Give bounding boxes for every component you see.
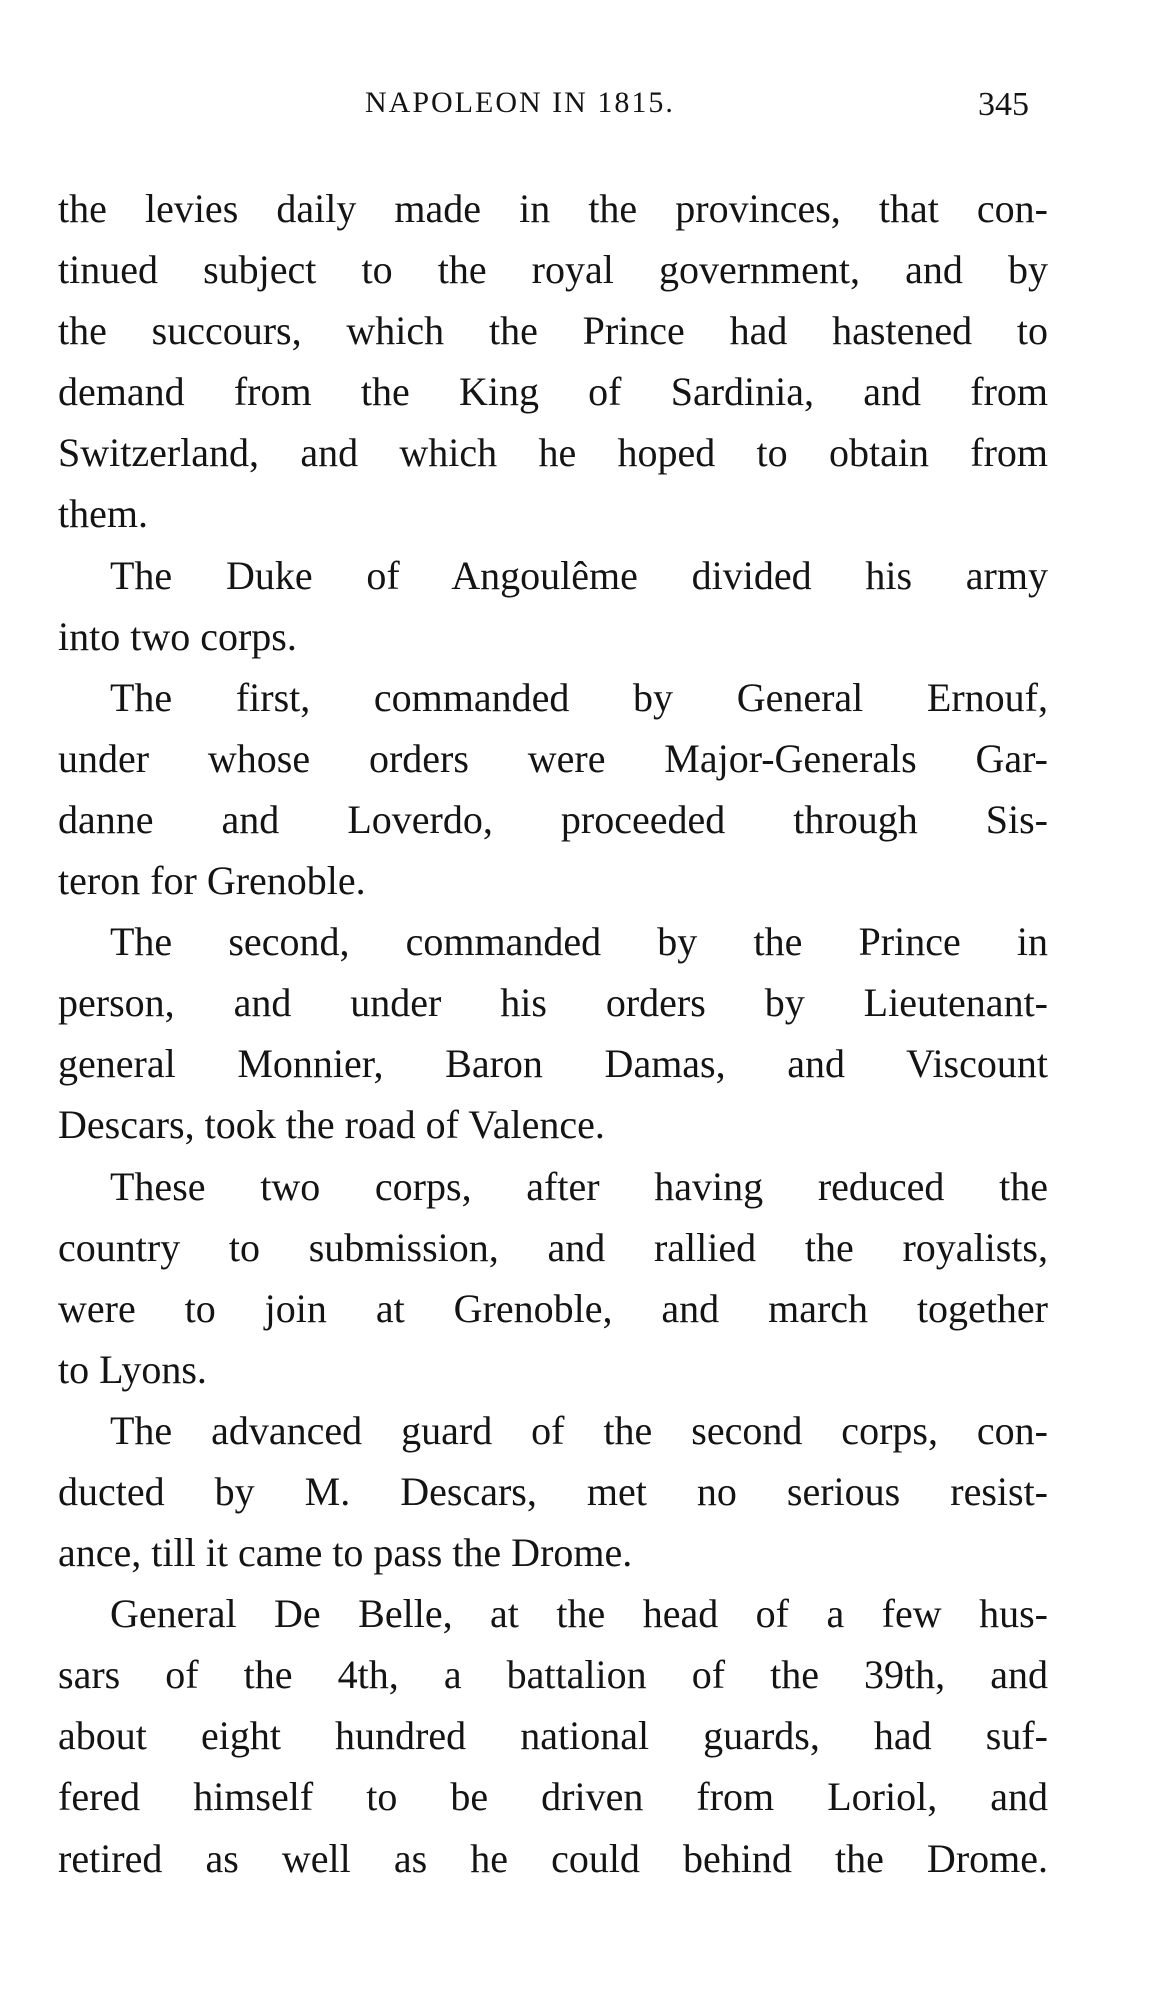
text-line: general Monnier, Baron Damas, and Viscount: [58, 1041, 1048, 1087]
text-line: Descars, took the road of Valence.: [58, 1102, 605, 1148]
text-line: the levies daily made in the provinces, that con-: [58, 186, 1048, 231]
text-line: The Duke of Angoulême divided his army: [110, 552, 1048, 598]
text-line: General De Belle, at the head of a few hus-: [110, 1591, 1048, 1637]
text-line: to Lyons.: [58, 1346, 207, 1392]
text-line: ducted by M. Descars, met no serious resist-: [58, 1468, 1048, 1514]
text-line: into two corps.: [58, 613, 297, 659]
body-text: [58, 178, 1048, 1889]
text-line: sars of the 4th, a battalion of the 39th, and: [58, 1652, 1048, 1698]
text-line: person, and under his orders by Lieutenant-: [58, 980, 1048, 1026]
text-line: fered himself to be driven from Loriol, and: [58, 1774, 1048, 1820]
text-line: under whose orders were Major-Generals Gar-: [58, 735, 1048, 781]
text-line: demand from the King of Sardinia, and from: [58, 369, 1048, 415]
text-line: The advanced guard of the second corps, con-: [110, 1407, 1048, 1453]
page-number: 345: [978, 86, 1029, 123]
text-line: The first, commanded by General Ernouf,: [110, 674, 1048, 720]
text-line: them.: [58, 491, 148, 537]
text-line: ance, till it came to pass the Drome.: [58, 1530, 633, 1576]
text-line: These two corps, after having reduced the: [110, 1163, 1048, 1209]
text-line: country to submission, and rallied the royalists,: [58, 1224, 1048, 1270]
page-header: [0, 86, 1149, 136]
text-line: retired as well as he could behind the Drome.: [58, 1835, 1048, 1881]
text-line: danne and Loverdo, proceeded through Sis-: [58, 796, 1048, 842]
text-line: The second, commanded by the Prince in: [110, 919, 1048, 965]
text-line: tinued subject to the royal government, and by: [58, 247, 1048, 293]
running-title: NAPOLEON IN 1815.: [365, 86, 675, 119]
text-line: were to join at Grenoble, and march together: [58, 1285, 1048, 1331]
text-line: teron for Grenoble.: [58, 858, 366, 904]
text-line: about eight hundred national guards, had suf-: [58, 1713, 1048, 1759]
text-line: Switzerland, and which he hoped to obtain from: [58, 430, 1048, 476]
text-line: the succours, which the Prince had hastened to: [58, 308, 1048, 354]
